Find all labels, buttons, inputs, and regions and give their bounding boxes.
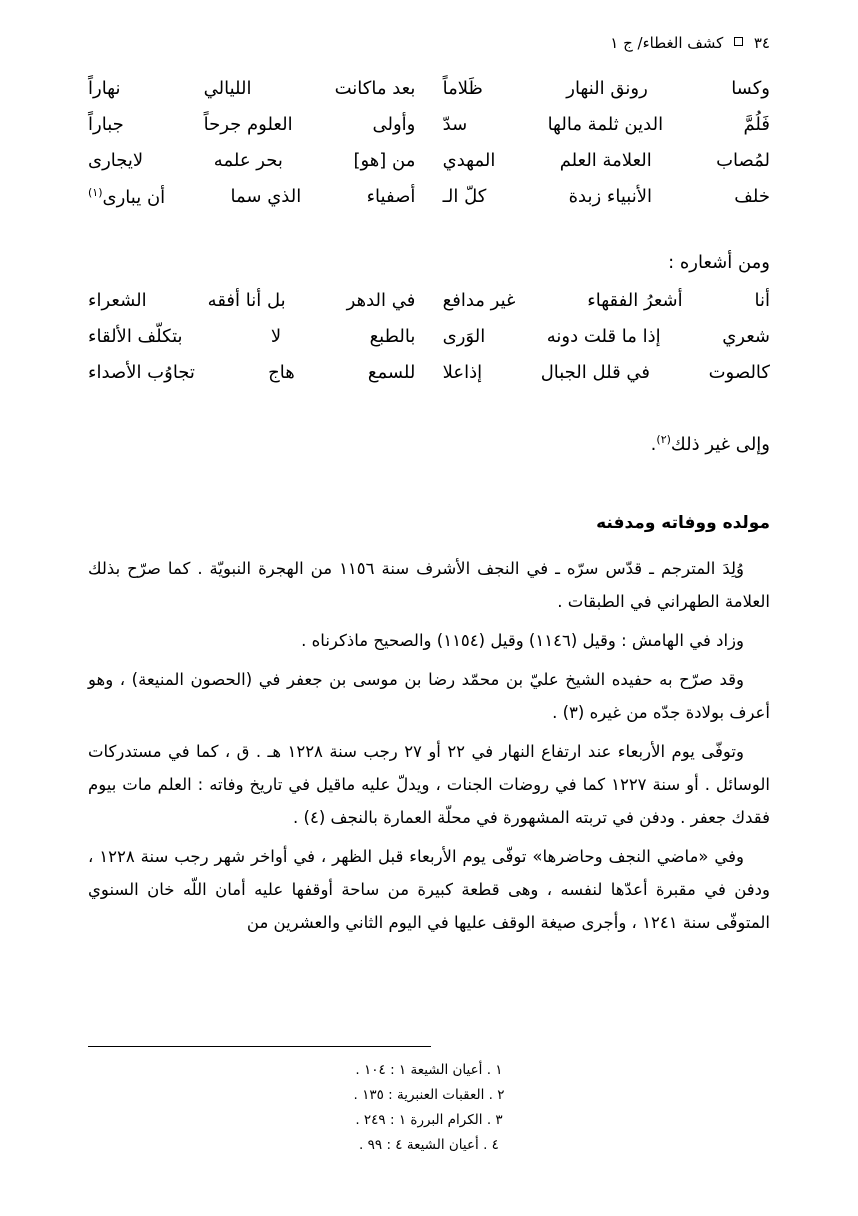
hemistich-right (425, 114, 770, 135)
hemistich-left (88, 326, 421, 347)
verse-word: للسمع (367, 362, 416, 383)
verse-word: بتكلّف الألقاء (88, 326, 183, 347)
verse-word: بعد ماكانت (334, 78, 416, 99)
paragraph: وتوفّى يوم الأربعاء عند ارتفاع النهار في ٢٢ أو ٢٧ رجب سنة ١٢٢٨ هـ . ق ، كما في مستدركات الوسائل . أو سنة ١٢٢٧ كما في روضات الجنات ، ويدلّ عليه ماقيل في تاريخ وفاته : العلم مات بيوم فقدك جعفر . ودفن في تربته المشهورة في محلّة العمارة بالنجف (٤) . (88, 742, 771, 827)
verse-word: غير مدافع (442, 290, 516, 311)
verse-word: الوَرى (442, 326, 486, 347)
verse-word: بالطبع (369, 326, 416, 347)
verse-word: نهاراً (88, 78, 121, 99)
verse-word: أشعرُ الفقهاء (587, 290, 683, 311)
verse-word: فَلُمَّ (743, 114, 770, 135)
section-heading: مولده ووفاته ومدفنه (596, 513, 770, 533)
paragraph: وفي «ماضي النجف وحاضرها» توفّى يوم الأربعاء قبل الظهر ، في أواخر شهر رجب سنة ١٢٢٨ ، ودفن في مقبرة أعدّها لنفسه ، وهى قطعة كبيرة من ساحة أوقفها عليه أمان اللّه خان السنوي المتوفّى سنة ١٢٤١ ، وأجرى صيغة الوقف عليها في اليوم الثاني والعشرين من (88, 847, 770, 932)
paragraph: وقد صرّح به حفيده الشيخ عليّ بن محمّد رضا بن موسى بن جعفر في (الحصون المنيعة) ، وهو أعرف بولادة جدّه من غيره (٣) . (88, 670, 770, 722)
verse-word: أصفياء (366, 186, 416, 207)
hemistich-right (425, 186, 770, 207)
footnote-item: ١ . أعيان الشيعة ١ : ١٠٤ . (355, 1062, 503, 1078)
verse-word: في قلل الجبال (540, 362, 651, 383)
verse-row (88, 150, 770, 171)
verse-word: الأنبياء زبدة (568, 186, 652, 207)
verse-word: إذاعلا (442, 362, 483, 383)
verse-word: كلّ الـ (442, 186, 487, 207)
verse-word: المهدي (442, 150, 496, 171)
hemistich-right (425, 78, 770, 99)
poem-intro-line: ومن أشعاره : (668, 252, 770, 273)
verse-row (88, 290, 770, 311)
book-title: كشف الغطاء/ ج ١ (610, 34, 724, 52)
hemistich-left (88, 150, 421, 171)
footnote-item: ٢ . العقبات العنبرية : ١٣٥ . (353, 1087, 505, 1103)
verse-word: سدّ (442, 114, 468, 135)
verse-word: الذي سما (230, 186, 302, 207)
verse-row (88, 362, 770, 383)
footnote-ref: (١) (88, 186, 103, 199)
verse-word: رونق النهار (566, 78, 648, 99)
verse-word: لايجارى (88, 150, 144, 171)
hemistich-left (88, 362, 421, 383)
verse-word: أن يبارى$^{(١)}$ (88, 186, 166, 208)
verse-word: بل أنا أفقه (207, 290, 286, 311)
hemistich-right (425, 362, 770, 383)
paragraph: وزاد في الهامش : وقيل (١١٤٦) وقيل (١١٥٤) والصحيح ماذكرناه . (301, 631, 744, 650)
hemistich-left (88, 78, 421, 99)
verse-word: ظَلاماً (442, 78, 483, 99)
verse-word: لا (270, 326, 282, 347)
verse-word: أنا (754, 290, 770, 311)
hemistich-right (425, 150, 770, 171)
paragraph: وُلِدَ المترجم ـ قدّس سرّه ـ في النجف الأشرف سنة ١١٥٦ من الهجرة النبويّة . كما صرّح بذلك العلامة الطهراني في الطبقات . (88, 559, 770, 611)
section-body (88, 552, 770, 945)
hemistich-right (425, 290, 770, 311)
verse-word: من [هو] (353, 150, 416, 171)
page-header (610, 34, 770, 52)
poem-closing-line (651, 433, 770, 455)
poem-first (88, 78, 770, 223)
closing-dot: . (650, 434, 657, 455)
verse-word: الليالي (203, 78, 252, 99)
footnote-list (88, 1058, 770, 1158)
separator-square-icon (734, 37, 743, 46)
verse-word: في الدهر (346, 290, 416, 311)
verse-word: وأولى (372, 114, 416, 135)
footnote-divider (88, 1046, 431, 1047)
verse-row (88, 78, 770, 99)
hemistich-left (88, 290, 421, 311)
verse-word: جباراً (88, 114, 124, 135)
closing-text: وإلى غير ذلك (670, 434, 770, 455)
verse-word: خلف (734, 186, 770, 207)
page-number: ٣٤ (753, 34, 770, 52)
verse-word: بحر علمه (213, 150, 283, 171)
verse-word: وكسا (731, 78, 770, 99)
verse-word: العلوم جرحاً (203, 114, 293, 135)
verse-word: العلامة العلم (559, 150, 652, 171)
verse-row (88, 114, 770, 135)
verse-word: الدين ثلمة مالها (547, 114, 664, 135)
hemistich-left (88, 186, 421, 208)
verse-word: تجاوُب الأصداء (88, 362, 195, 383)
verse-word: إذا ما قلت دونه (546, 326, 661, 347)
verse-row (88, 326, 770, 347)
footnote-item: ٤ . أعيان الشيعة ٤ : ٩٩ . (359, 1137, 499, 1153)
verse-word: لمُصاب (716, 150, 770, 171)
verse-word: هاج (268, 362, 295, 383)
verse-word: كالصوت (708, 362, 770, 383)
footnote-item: ٣ . الكرام البررة ١ : ٢٤٩ . (355, 1112, 503, 1128)
verse-word: الشعراء (88, 290, 147, 311)
verse-row (88, 186, 770, 208)
footnote-ref: (٢) (656, 433, 671, 446)
hemistich-right (425, 326, 770, 347)
poem-second (88, 290, 770, 398)
verse-word: شعري (722, 326, 770, 347)
hemistich-left (88, 114, 421, 135)
